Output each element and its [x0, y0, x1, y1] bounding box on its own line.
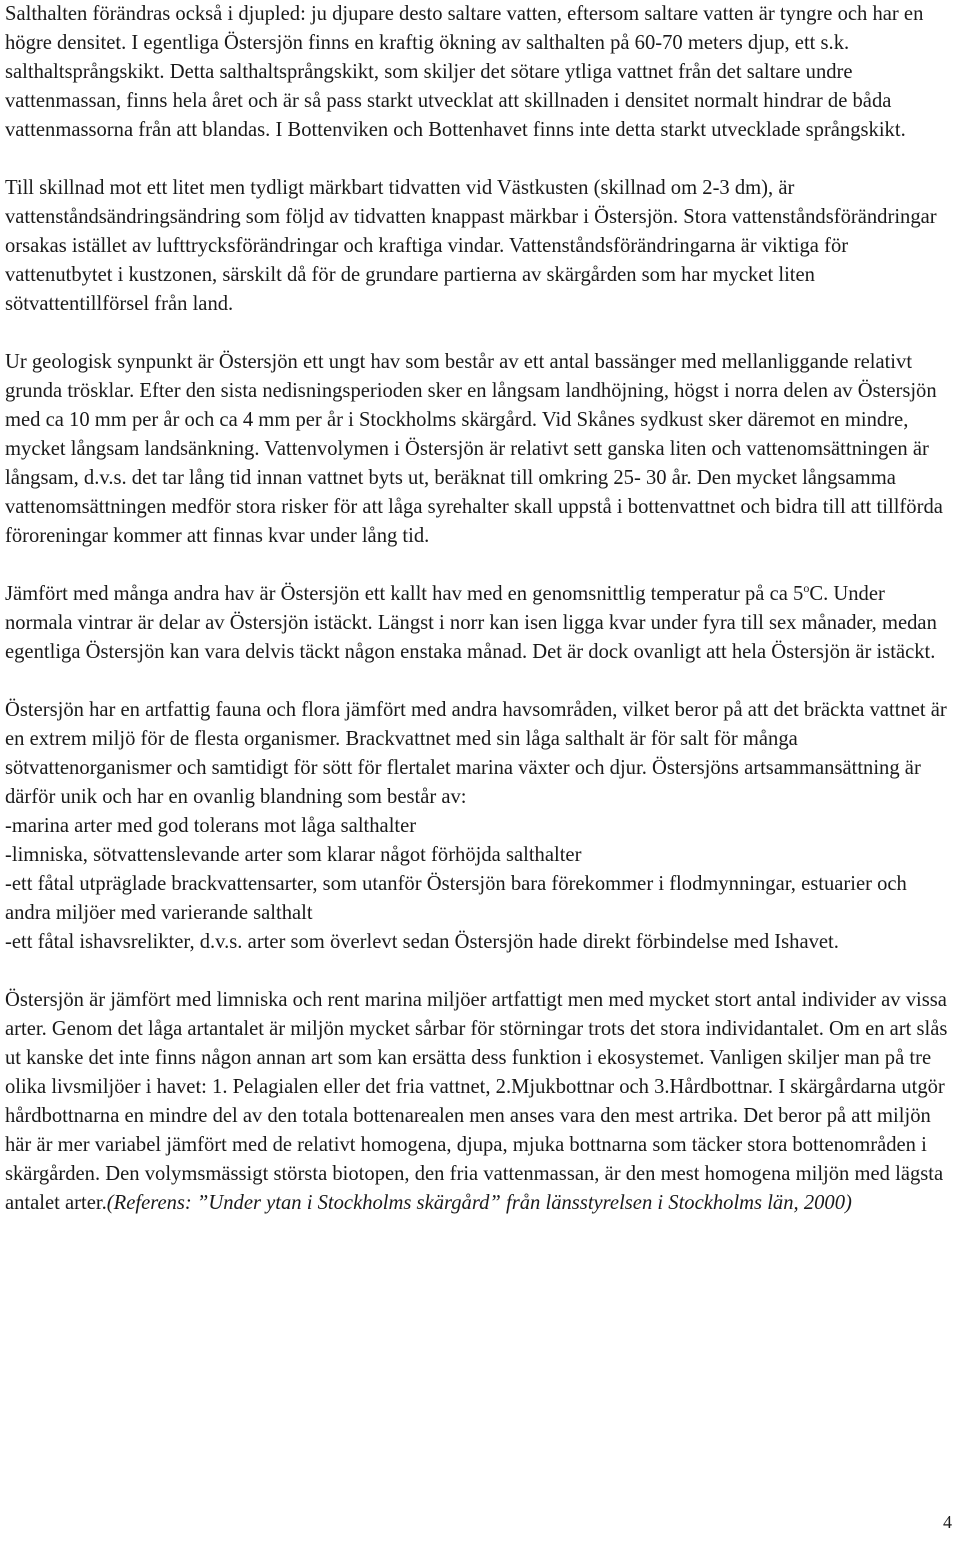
temperature-text-end: C. Under normala vintrar är delar av Östersjön istäckt. Längst i norr kan isen ligga kvar under fyra till sex månader, medan egentliga Östersjön kan vara delvis täckt någon enstaka månad. Det är dock ovanligt att hela Östersjön är istäckt. — [5, 583, 937, 663]
list-item: -ett fåtal utpräglade brackvattensarter, som utanför Östersjön bara förekommer i flodmynningar, estuarier och andra miljöer med varierande salthalt — [5, 873, 907, 924]
reference-citation: (Referens: ”Under ytan i Stockholms skärgård” från länsstyrelsen i Stockholms län, 2000) — [106, 1192, 852, 1214]
page-number: 4 — [943, 1512, 952, 1532]
list-item: -limniska, sötvattenslevande arter som klarar något förhöjda salthalter — [5, 844, 582, 866]
paragraph-geology: Ur geologisk synpunkt är Östersjön ett ungt hav som består av ett antal bassänger med mellanliggande relativt grunda trösklar. Efter den sista nedisningsperioden sker en långsam landhöjning, högst i norra delen av Östersjön med ca 10 mm per år och ca 4 mm per år i Stockholms skärgård. Vid Skånes sydkust sker däremot en mindre, mycket långsam landsänkning. Vattenvolymen i Östersjön är relativt sett ganska liten och vattenomsättningen är långsam, d.v.s. det tar lång tid innan vattnet byts ut, beräknat till omkring 25- 30 år. Den mycket långsamma vattenomsättningen medför stora risker för att låga syrehalter skall uppstå i bottenvattnet och bidra till att tillförda föroreningar kommer att finnas kvar under lång tid. — [5, 351, 943, 547]
paragraph-biotopes — [5, 986, 955, 1218]
temperature-text-start: Jämfört med många andra hav är Östersjön ett kallt hav med en genomsnittlig temperatur på ca 5 — [5, 583, 804, 605]
paragraph-fauna-flora — [5, 696, 955, 957]
paragraph-temperature — [5, 580, 955, 667]
document-body — [5, 0, 955, 1218]
paragraph-water-level: Till skillnad mot ett litet men tydligt märkbart tidvatten vid Västkusten (skillnad om 2-3 dm), är vattenståndsändringsändring som följd av tidvatten knappast märkbar i Östersjön. Stora vattenståndsförändringar orsakas istället av lufttrycksförändringar och kraftiga vindar. Vattenståndsförändringarna är viktiga för vattenutbytet i kustzonen, särskilt då för de grundare partierna av skärgården som har mycket liten sötvattentillförsel från land. — [5, 177, 937, 315]
paragraph-salinity-depth: Salthalten förändras också i djupled: ju djupare desto saltare vatten, eftersom saltare vatten är tyngre och har en högre densitet. I egentliga Östersjön finns en kraftig ökning av salthalten på 60-70 meters djup, ett s.k. salthaltsprångskikt. Detta salthaltsprångskikt, som skiljer det sötare ytliga vattnet från det saltare undre vattenmassan, finns hela året och är så pass starkt utvecklat att skillnaden i densitet normalt hindrar de båda vattenmassorna från att blandas. I Bottenviken och Bottenhavet finns inte detta starkt utvecklade språngskikt. — [5, 3, 924, 141]
list-item: -marina arter med god tolerans mot låga salthalter — [5, 815, 417, 837]
biotopes-text: Östersjön är jämfört med limniska och rent marina miljöer artfattigt men med mycket stort antal individer av vissa arter. Genom det låga artantalet är miljön mycket sårbar för störningar trots det stora individantalet. Om en art slås ut kanske det inte finns någon annan art som kan ersätta dess funktion i ekosystemet. Vanligen skiljer man på tre olika livsmiljöer i havet: 1. Pelagialen eller det fria vattnet, 2.Mjukbottnar och 3.Hårdbottnar. I skärgårdarna utgör hårdbottnarna en mindre del av den totala bottenarealen men anses vara den mest artrika. Det beror på att miljön här är mer variabel jämfört med de relativt homogena, djupa, mjuka bottnarna som täcker stora bottenområden i skärgården. Den volymsmässigt största biotopen, den fria vattenmassan, är den mest homogena miljön med lägsta antalet arter. — [5, 989, 948, 1214]
degree-superscript: o — [803, 581, 810, 595]
fauna-intro-text: Östersjön har en artfattig fauna och flora jämfört med andra havsområden, vilket beror på att det bräckta vattnet är en extrem miljö för de flesta organismer. Brackvattnet med sin låga salthalt är för salt för många sötvattenorganismer och samtidigt för sött för flertalet marina växter och djur. Östersjöns artsammansättning är därför unik och har en ovanlig blandning som består av: — [5, 699, 947, 808]
list-item: -ett fåtal ishavsrelikter, d.v.s. arter som överlevt sedan Östersjön hade direkt förbindelse med Ishavet. — [5, 931, 839, 953]
